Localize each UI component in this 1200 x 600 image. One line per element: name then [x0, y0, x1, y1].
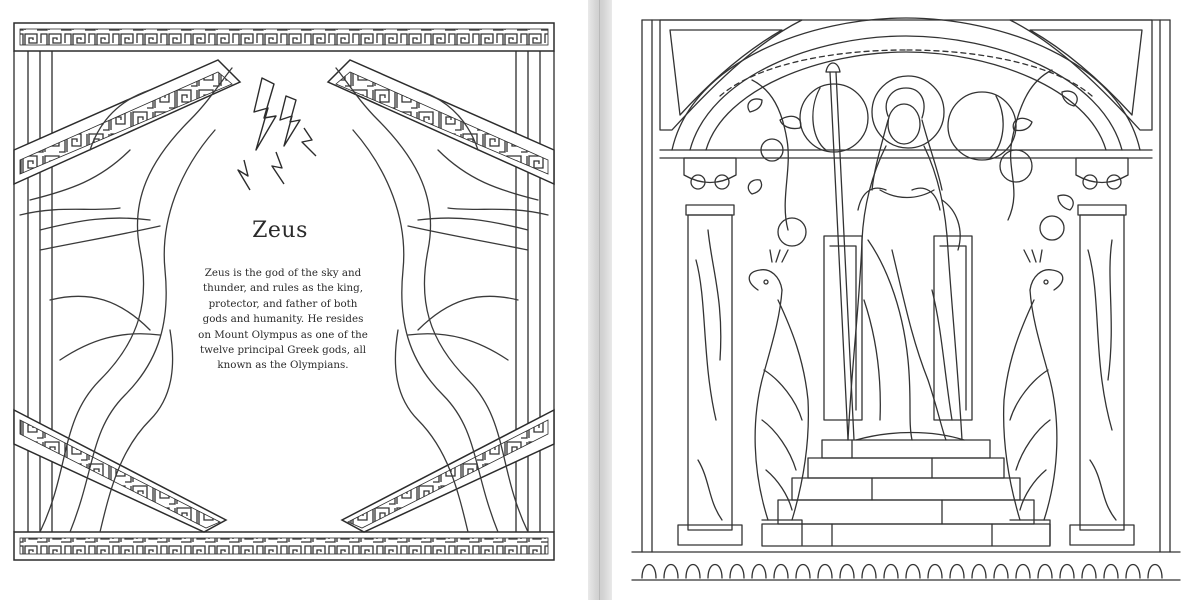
- description-line: protector, and father of both: [208, 297, 358, 310]
- description-line: Zeus is the god of the sky and: [204, 267, 362, 279]
- right-page: [612, 0, 1200, 600]
- hera-figure: [848, 88, 964, 440]
- left-page: [0, 0, 588, 600]
- staff: [826, 63, 854, 440]
- left-peacock: [749, 250, 808, 545]
- right-peacock: [1004, 250, 1063, 545]
- right-column: [1070, 158, 1134, 545]
- book-seam: [599, 0, 600, 600]
- lightning-bolt-icon: [238, 78, 316, 190]
- description-line: twelve principal Greek gods, all: [199, 344, 367, 357]
- description-text: [178, 266, 388, 374]
- description-line: gods and humanity. He resides: [202, 313, 364, 326]
- description-line: thunder, and rules as the king,: [202, 282, 364, 295]
- left-column: [678, 158, 742, 545]
- book-gutter: [588, 0, 612, 600]
- description-line: on Mount Olympus as one of the: [198, 328, 368, 341]
- hera-throne-illustration: [612, 0, 1200, 600]
- page-title: Zeus: [252, 218, 308, 243]
- description-line: known as the Olympians.: [217, 359, 349, 372]
- bottom-frieze: [632, 552, 1180, 580]
- arch: [672, 18, 1140, 150]
